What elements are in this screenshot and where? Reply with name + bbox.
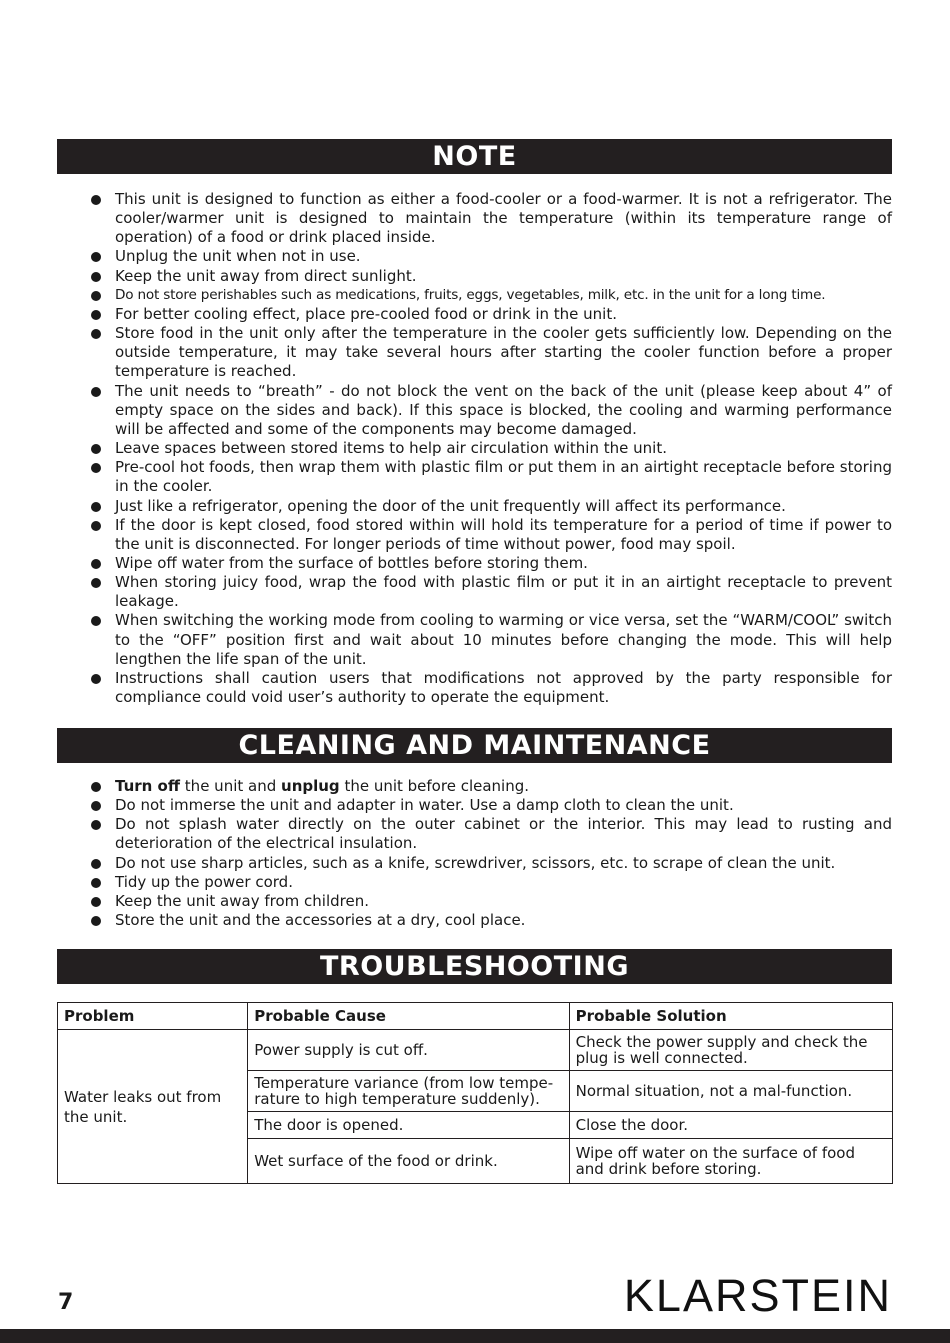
table-row (58, 1030, 893, 1071)
cause-cell: The door is opened. (248, 1112, 569, 1139)
list-item: When storing juicy food, wrap the food with plastic film or put it in an airtight receptacle to prevent leakage. (57, 573, 892, 611)
list-item: Do not use sharp articles, such as a knife, screwdriver, scissors, etc. to scrape of clean the unit. (57, 854, 892, 873)
solution-cell: Check the power supply and check the plug is well connected. (569, 1030, 892, 1071)
cleaning-heading: CLEANING AND MAINTENANCE (57, 728, 892, 763)
list-item: Tidy up the power cord. (57, 873, 892, 892)
list-item: Pre-cool hot foods, then wrap them with plastic film or put them in an airtight receptacle before storing in the cooler. (57, 458, 892, 496)
list-item: When switching the working mode from cooling to warming or vice versa, set the “WARM/COOL” switch to the “OFF” position first and wait about 10 minutes before changing the mode. This will help lengthen the life span of the unit. (57, 611, 892, 668)
list-item: Wipe off water from the surface of bottles before storing them. (57, 554, 892, 573)
list-item: If the door is kept closed, food stored within will hold its temperature for a period of time if power to the unit is disconnected. For longer periods of time without power, food may spoil. (57, 516, 892, 554)
emphasis-unplug: unplug (281, 777, 340, 795)
footer-strip (0, 1329, 950, 1343)
page-number: 7 (58, 1290, 74, 1315)
list-item: The unit needs to “breath” - do not block the vent on the back of the unit (please keep about 4” of empty space on the sides and back). If this space is blocked, the cooling and warming performance will be affected and some of the components may become damaged. (57, 382, 892, 439)
note-list (57, 190, 892, 707)
column-header-problem: Problem (58, 1003, 248, 1030)
cause-cell: Wet surface of the food or drink. (248, 1139, 569, 1184)
column-header-cause: Probable Cause (248, 1003, 569, 1030)
list-item: Store the unit and the accessories at a dry, cool place. (57, 911, 892, 930)
solution-cell: Normal situation, not a mal-function. (569, 1071, 892, 1112)
list-item (57, 777, 892, 796)
problem-cell: Water leaks out from the unit. (58, 1030, 248, 1184)
list-item: Store food in the unit only after the temperature in the cooler gets sufficiently low. Depending on the outside temperature, it may take several hours after starting the cooler function before a proper temperature is reached. (57, 324, 892, 381)
list-item-text: the unit and (180, 777, 282, 795)
list-item: Just like a refrigerator, opening the door of the unit frequently will affect its performance. (57, 497, 892, 516)
brand-logo: KLARSTEIN (623, 1270, 892, 1321)
list-item: Instructions shall caution users that modifications not approved by the party responsible for compliance could void user’s authority to operate the equipment. (57, 669, 892, 707)
list-item: For better cooling effect, place pre-cooled food or drink in the unit. (57, 305, 892, 324)
emphasis-turn-off: Turn off (115, 777, 181, 795)
troubleshooting-heading: TROUBLESHOOTING (57, 949, 892, 984)
cause-cell: Power supply is cut off. (248, 1030, 569, 1071)
list-item: Do not store perishables such as medications, fruits, eggs, vegetables, milk, etc. in the unit for a long time. (57, 286, 892, 305)
solution-cell: Wipe off water on the surface of food and drink before storing. (569, 1139, 892, 1184)
list-item: Do not splash water directly on the outer cabinet or the interior. This may lead to rusting and deterioration of the electrical insulation. (57, 815, 892, 853)
list-item: Unplug the unit when not in use. (57, 247, 892, 266)
list-item: Keep the unit away from children. (57, 892, 892, 911)
troubleshooting-table (57, 1002, 893, 1184)
cleaning-list (57, 777, 892, 930)
list-item: Leave spaces between stored items to help air circulation within the unit. (57, 439, 892, 458)
solution-cell: Close the door. (569, 1112, 892, 1139)
column-header-solution: Probable Solution (569, 1003, 892, 1030)
list-item: Do not immerse the unit and adapter in water. Use a damp cloth to clean the unit. (57, 796, 892, 815)
list-item: Keep the unit away from direct sunlight. (57, 267, 892, 286)
list-item-text: the unit before cleaning. (339, 777, 530, 795)
table-header-row (58, 1003, 893, 1030)
cause-cell: Temperature variance (from low tempe-rature to high temperature suddenly). (248, 1071, 569, 1112)
note-heading: NOTE (57, 139, 892, 174)
list-item: This unit is designed to function as either a food-cooler or a food-warmer. It is not a refrigerator. The cooler/warmer unit is designed to maintain the temperature (within its temperature range of operation) of a food or drink placed inside. (57, 190, 892, 247)
